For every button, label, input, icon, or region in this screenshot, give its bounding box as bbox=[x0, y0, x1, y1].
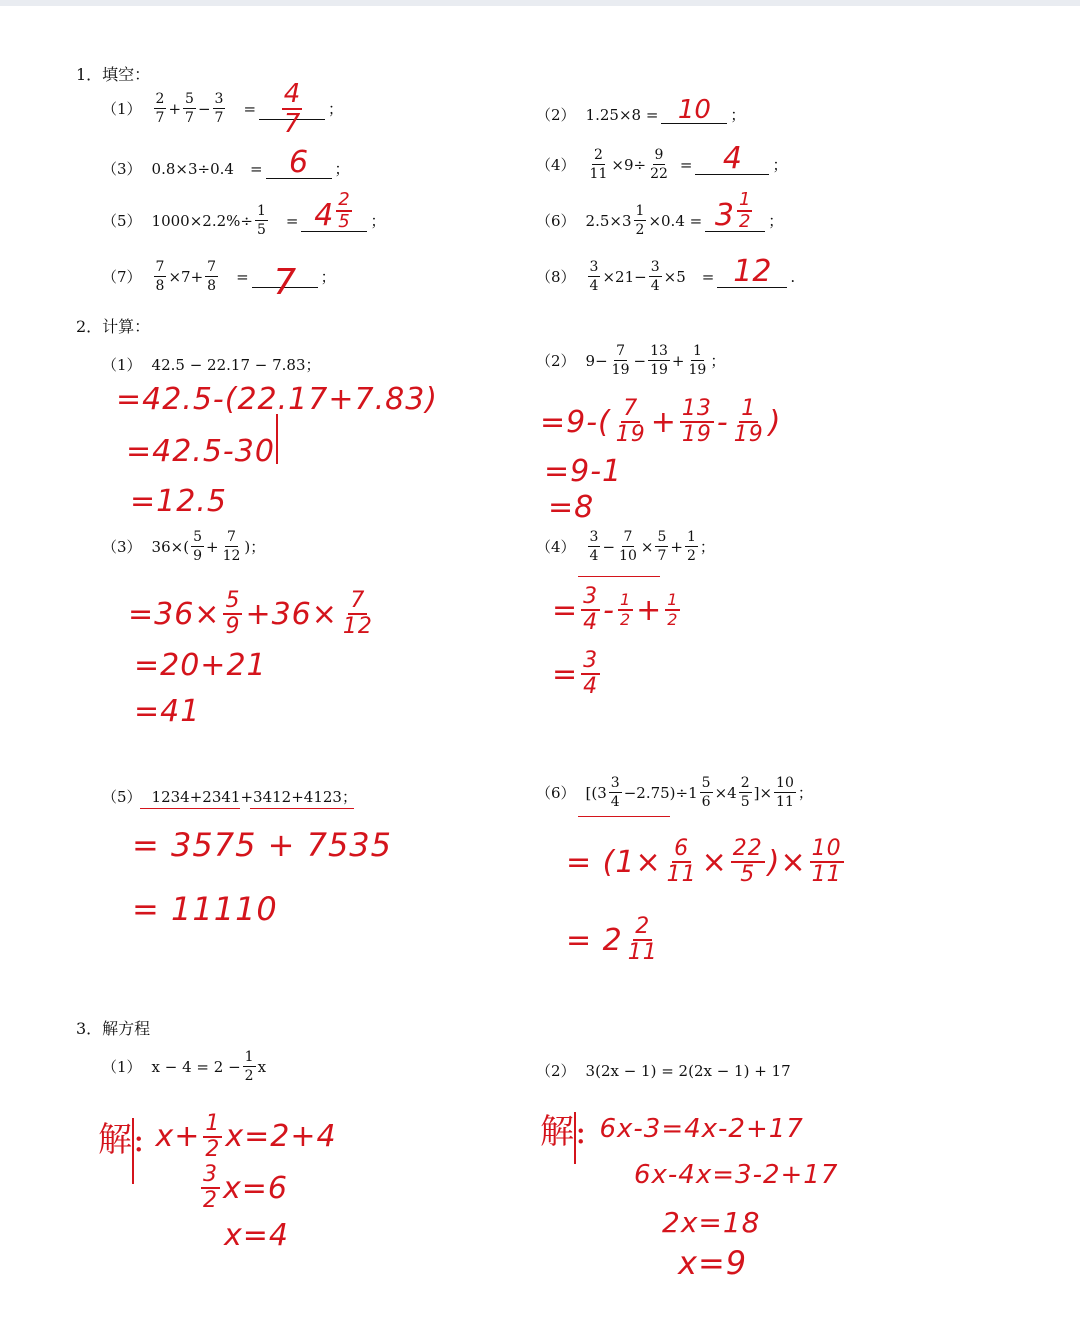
handwritten-step: =36× $\frac{5}{9}$ +36× $\frac{7}{12}$ bbox=[128, 588, 373, 639]
fraction: $\frac{3}{4}$ bbox=[650, 259, 660, 294]
handwritten-step: =8 bbox=[548, 490, 595, 525]
handwritten-step: = 3575 + 7535 bbox=[132, 826, 393, 864]
calc-problem-3: （3） 36×( $\frac{5}{9}$ + $\frac{7}{12}$ )； bbox=[102, 529, 266, 564]
calc-problem-2: （2） 9− $\frac{7}{19}$ − $\frac{13}{19}$ + $\frac{1}{19}$ ； bbox=[536, 343, 726, 378]
problem-number: （2） bbox=[536, 1062, 576, 1080]
handwritten-answer: 4 bbox=[722, 141, 743, 176]
handwritten-underline bbox=[578, 816, 670, 817]
calc-problem-4: （4） $\frac{3}{4}$ − $\frac{7}{10}$ × $\frac{5}{7}$ + $\frac{1}{2}$ ； bbox=[536, 529, 715, 564]
handwritten-answer: 10 bbox=[677, 95, 711, 125]
handwritten-underline bbox=[250, 808, 354, 809]
answer-blank[interactable] bbox=[695, 141, 769, 176]
expression: 1234+2341+3412+4123； bbox=[151, 788, 357, 806]
fraction: $\frac{5}{7}$ bbox=[657, 529, 667, 564]
problem-number: （2） bbox=[536, 106, 576, 124]
problem-number: （1） bbox=[102, 1058, 142, 1076]
fill-problem-2: （2） 1.25×8 = 10 ； bbox=[536, 95, 746, 125]
handwritten-step: =42.5-(22.17+7.83) bbox=[116, 382, 438, 417]
expression: 1.25×8 = bbox=[585, 105, 659, 124]
problem-number: （6） bbox=[536, 784, 576, 802]
fraction: $\frac{2}{11}$ bbox=[589, 147, 608, 182]
expression: 42.5 − 22.17 − 7.83； bbox=[151, 356, 321, 374]
fill-problem-3: （3） 0.8×3÷0.4 = 6 ； bbox=[102, 145, 350, 180]
problem-number: （3） bbox=[102, 538, 142, 556]
fraction: $\frac{5}{9}$ bbox=[193, 529, 202, 564]
problem-number: （1） bbox=[102, 100, 142, 118]
section-title-solve: 3．解方程 bbox=[76, 1019, 151, 1038]
handwritten-step: = (1× $\frac{6}{11}$ × $\frac{22}{5}$ )× $\frac{10}{11}$ bbox=[566, 836, 842, 887]
problem-number: （2） bbox=[536, 352, 576, 370]
problem-number: （4） bbox=[536, 538, 576, 556]
handwritten-step: = $\frac{3}{4}$ bbox=[552, 648, 599, 699]
problem-number: （7） bbox=[102, 268, 142, 286]
handwritten-underline bbox=[140, 808, 240, 809]
handwritten-step: x=4 bbox=[224, 1218, 289, 1253]
fraction: $\frac{1}{2}$ bbox=[244, 1049, 254, 1084]
calc-problem-5 bbox=[102, 786, 357, 807]
fraction: $\frac{1}{2}$ bbox=[686, 529, 696, 564]
answer-blank[interactable] bbox=[717, 254, 787, 289]
fraction: $\frac{13}{19}$ bbox=[650, 343, 668, 378]
fraction: $\frac{2}{7}$ bbox=[155, 91, 165, 126]
handwritten-answer: 12 bbox=[733, 254, 772, 289]
handwritten-step: 6x-4x=3-2+17 bbox=[634, 1160, 839, 1190]
fraction: $\frac{7}{8}$ bbox=[207, 259, 217, 294]
expression: 1000×2.2%÷ bbox=[151, 211, 253, 230]
problem-number: （5） bbox=[102, 788, 142, 806]
handwritten-step: 解: x+ $\frac{1}{2}$ x=2+4 bbox=[98, 1110, 337, 1162]
fraction: $\frac{7}{12}$ bbox=[222, 529, 241, 564]
solve-problem-2 bbox=[536, 1060, 791, 1081]
problem-number: （4） bbox=[536, 156, 576, 174]
handwritten-answer: 6 bbox=[288, 145, 309, 180]
handwritten-step: =20+21 bbox=[134, 648, 267, 683]
calc-problem-1 bbox=[102, 354, 321, 375]
answer-blank[interactable] bbox=[259, 79, 325, 139]
fraction: $\frac{9}{22}$ bbox=[650, 147, 668, 182]
problem-number: （6） bbox=[536, 212, 576, 230]
fraction: $\frac{7}{10}$ bbox=[619, 529, 637, 564]
expression: 0.8×3÷0.4 bbox=[151, 159, 234, 178]
fill-problem-8: （8） $\frac{3}{4}$ ×21− $\frac{3}{4}$ ×5 = 12 . bbox=[536, 254, 796, 294]
fraction: $\frac{1}{5}$ bbox=[256, 203, 266, 238]
answer-blank[interactable] bbox=[661, 95, 727, 125]
problem-number: （1） bbox=[102, 356, 142, 374]
handwritten-step: x=9 bbox=[678, 1244, 748, 1282]
handwritten-stroke bbox=[132, 1118, 134, 1184]
fraction: $\frac{7}{19}$ bbox=[611, 343, 630, 378]
section-title-calc: 2．计算： bbox=[76, 317, 151, 336]
handwritten-step: =12.5 bbox=[130, 484, 227, 519]
fraction: $\frac{1}{19}$ bbox=[688, 343, 707, 378]
handwritten-stroke bbox=[574, 1112, 576, 1164]
fraction: $\frac{10}{11}$ bbox=[776, 775, 794, 810]
fill-problem-4: （4） $\frac{2}{11}$ ×9÷ $\frac{9}{22}$ = 4 ； bbox=[536, 141, 788, 182]
fraction: $\frac{3}{4}$ bbox=[589, 259, 599, 294]
problem-number: （3） bbox=[102, 160, 142, 178]
top-scan-edge bbox=[0, 0, 1080, 6]
problem-number: （8） bbox=[536, 268, 576, 286]
fraction: $\frac{5}{7}$ bbox=[185, 91, 194, 126]
handwritten-answer: 4 7 bbox=[283, 79, 301, 139]
handwritten-answer: 3 1 2 bbox=[714, 189, 751, 233]
expression: 3(2x − 1) = 2(2x − 1) + 17 bbox=[585, 1061, 791, 1080]
handwritten-step: =9-( 7 19 + $\frac{13}{19}$ - 1 19 ) bbox=[540, 396, 782, 447]
handwritten-step: = 2 2 11 bbox=[566, 914, 658, 965]
fraction: $\frac{3}{7}$ bbox=[214, 91, 224, 126]
mixed-number: 2.5×3 $\frac{1}{2}$ bbox=[585, 203, 645, 238]
handwritten-step: 解: 6x-3=4x-2+17 bbox=[540, 1112, 804, 1152]
solve-problem-1: （1） x − 4 = 2 − $\frac{1}{2}$ x bbox=[102, 1049, 267, 1084]
handwritten-step: =9-1 bbox=[544, 454, 623, 489]
handwritten-step: =41 bbox=[134, 694, 201, 729]
answer-blank[interactable] bbox=[301, 189, 367, 233]
answer-blank[interactable] bbox=[705, 189, 765, 233]
fraction: $\frac{3}{4}$ bbox=[610, 775, 620, 810]
handwritten-step: = $\frac{3}{4}$ - 1 2 + $\frac{1}{2}$ bbox=[552, 584, 679, 635]
handwritten-step: =42.5-30 bbox=[126, 434, 275, 469]
answer-blank[interactable] bbox=[266, 145, 332, 180]
section-title-fill: 1．填空： bbox=[76, 65, 151, 84]
fill-problem-1: （1） $\frac{2}{7}$ + $\frac{5}{7}$ − $\frac{3}{7}$ = 4 7 ； bbox=[102, 79, 344, 139]
handwritten-underline bbox=[578, 576, 660, 577]
fill-problem-5: （5） 1000×2.2%÷ $\frac{1}{5}$ = 4 2 5 ； bbox=[102, 189, 386, 238]
handwritten-step: 3 2 x=6 bbox=[203, 1162, 288, 1213]
fill-problem-7: （7） $\frac{7}{8}$ ×7+ $\frac{7}{8}$ = 7 ； bbox=[102, 259, 336, 303]
fraction: $\frac{5}{6}$ bbox=[701, 775, 711, 810]
handwritten-answer: 4 2 5 bbox=[314, 189, 350, 233]
calc-problem-6: （6） [(3 $\frac{3}{4}$ −2.75)÷1 $\frac{5}{6}$ ×4 $\frac{2}{5}$ ]× $\frac{10}{11}$ ； bbox=[536, 775, 813, 810]
answer-blank[interactable] bbox=[252, 262, 318, 303]
fill-problem-6: （6） 2.5×3 $\frac{1}{2}$ ×0.4 = 3 1 2 ； bbox=[536, 189, 784, 238]
fraction: $\frac{7}{8}$ bbox=[155, 259, 165, 294]
handwritten-step: = 11110 bbox=[132, 890, 278, 928]
fraction: $\frac{3}{4}$ bbox=[589, 529, 599, 564]
handwritten-answer: 7 bbox=[273, 262, 297, 303]
handwritten-stroke bbox=[276, 414, 278, 464]
problem-number: （5） bbox=[102, 212, 142, 230]
handwritten-step: 2x=18 bbox=[662, 1206, 761, 1239]
fraction: $\frac{2}{5}$ bbox=[740, 775, 750, 810]
